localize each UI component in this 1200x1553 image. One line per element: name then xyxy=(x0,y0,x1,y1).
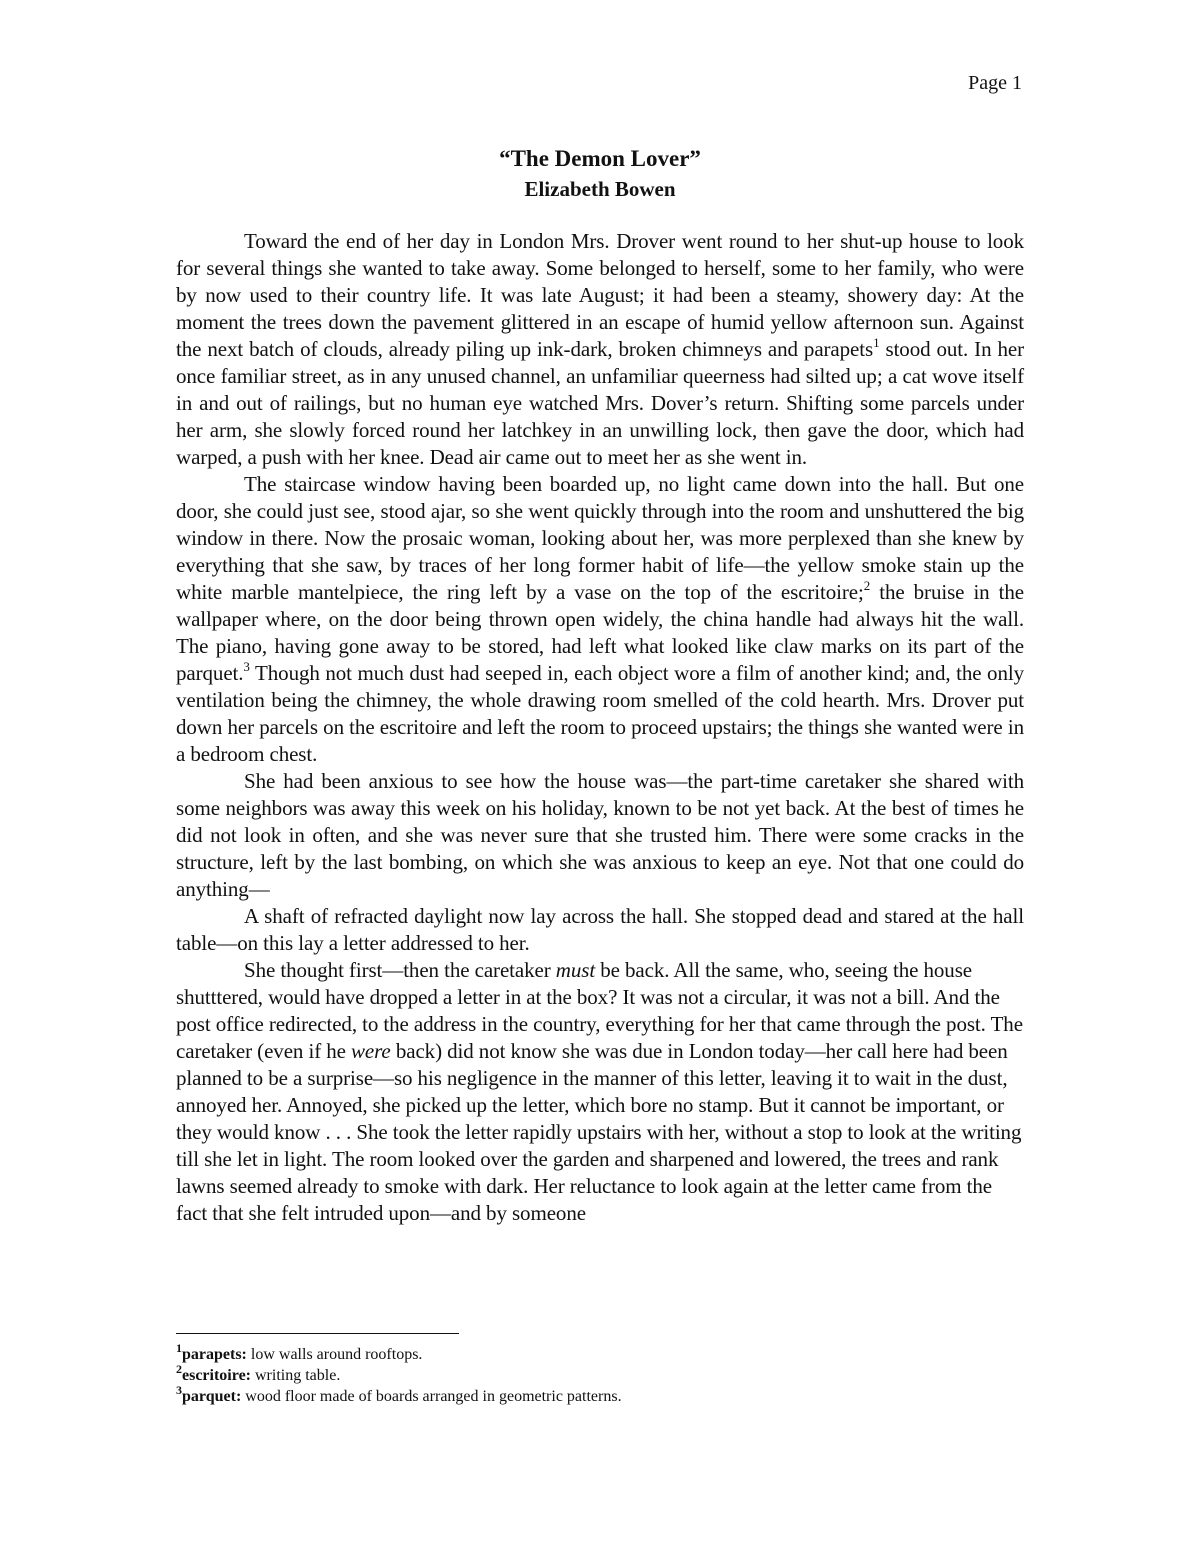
title-block xyxy=(176,144,1024,204)
footnote-definition: wood floor made of boards arranged in geometric patterns. xyxy=(241,1388,622,1405)
paragraph-text: She thought first—then the caretaker xyxy=(244,958,556,982)
footnote-number: 3 xyxy=(176,1382,182,1397)
footnote-1 xyxy=(176,1340,1024,1365)
story-title: “The Demon Lover” xyxy=(499,146,701,171)
paragraph-2 xyxy=(176,471,1024,768)
footnote-term: parquet: xyxy=(182,1388,242,1405)
footnote-divider xyxy=(176,1333,459,1334)
footnote-ref-2: 2 xyxy=(863,578,871,593)
paragraph-3 xyxy=(176,768,1024,903)
emphasis-text: were xyxy=(351,1039,391,1063)
footnote-definition: writing table. xyxy=(251,1367,341,1384)
footnote-2 xyxy=(176,1361,1024,1386)
story-body xyxy=(176,228,1024,1227)
footnote-3 xyxy=(176,1382,1024,1407)
paragraph-text: Toward the end of her day in London Mrs. Drover went round to her shut-up house to look for several things she wanted to take away. Some belonged to herself, some to her family, who were by now used to their country life. It was late August; it had been a steamy, showery day: At the moment the trees down the pavement glittered in an escape of humid yellow afternoon sun. Against the next batch of clouds, already piling up ink-dark, broken chimneys and parapets xyxy=(176,229,1024,361)
footnotes xyxy=(176,1340,1024,1407)
footnote-ref-3: 3 xyxy=(243,659,250,674)
paragraph-text: The staircase window having been boarded up, no light came down into the hall. But one door, she could just see, stood ajar, so she went quickly through into the room and unshuttered the big window in there. Now the prosaic woman, looking about her, was more perplexed than she knew by everything that she saw, by traces of her long former habit of life—the yellow smoke stain up the white marble mantelpiece, the ring left by a vase on the top of the escritoire; xyxy=(176,472,1024,604)
paragraph-text: the bruise in the wallpaper where, on the door being thrown open widely, the china handle had always hit the wall. The piano, having gone away to be stored, had left what looked like claw marks on its part of the parquet. xyxy=(176,580,1024,685)
paragraph-text: Though not much dust had seeped in, each object wore a film of another kind; and, the only ventilation being the chimney, the whole drawing room smelled of the cold hearth. Mrs. Drover put down her parcels on the escritoire and left the room to proceed upstairs; the things she wanted were in a bedroom chest. xyxy=(176,661,1024,766)
emphasis-text: must xyxy=(555,958,596,982)
paragraph-text: back) did not know she was due in London today—her call here had been planned to be a surprise—so his negligence in the manner of this letter, leaving it to wait in the dust, annoyed her. Annoyed, she picked up the letter, which bore no stamp. But it cannot be important, or they would know . . . She took the letter rapidly upstairs with her, without a stop to look at the writing till she let in light. The room looked over the garden and sharpened and lowered, the trees and rank lawns seemed already to smoke with dark. Her reluctance to look again at the letter came from the fact that she felt intruded upon—and by someone xyxy=(176,1039,1022,1225)
paragraph-5 xyxy=(176,957,1024,1227)
paragraph-1 xyxy=(176,228,1024,471)
footnote-number: 2 xyxy=(176,1361,182,1376)
footnote-definition: low walls around rooftops. xyxy=(246,1346,423,1363)
paragraph-text: A shaft of refracted daylight now lay across the hall. She stopped dead and stared at the hall table—on this lay a letter addressed to her. xyxy=(176,904,1024,955)
paragraph-text: be back. All the same, who, seeing the house shutttered, would have dropped a letter in at the box? It was not a circular, it was not a bill. And the post office redirected, to the address in the country, everything for her that came through the post. The caretaker (even if he xyxy=(176,958,1023,1063)
paragraph-4 xyxy=(176,903,1024,957)
footnote-ref-1: 1 xyxy=(873,335,880,350)
footnote-term: parapets: xyxy=(182,1346,247,1363)
page-number: Page 1 xyxy=(968,72,1022,94)
footnote-term: escritoire: xyxy=(182,1367,251,1384)
story-author: Elizabeth Bowen xyxy=(524,177,676,201)
footnote-number: 1 xyxy=(176,1340,182,1355)
paragraph-text: stood out. In her once familiar street, as in any unused channel, an unfamiliar queerness had silted up; a cat wove itself in and out of railings, but no human eye watched Mrs. Dover’s return. Shifting some parcels under her arm, she slowly forced round her latchkey in an unwilling lock, then gave the door, which had warped, a push with her knee. Dead air came out to meet her as she went in. xyxy=(176,337,1024,469)
paragraph-text: She had been anxious to see how the house was—the part-time caretaker she shared with some neighbors was away this week on his holiday, known to be not yet back. At the best of times he did not look in often, and she was never sure that she trusted him. There were some cracks in the structure, left by the last bombing, on which she was anxious to keep an eye. Not that one could do anything— xyxy=(176,769,1024,901)
